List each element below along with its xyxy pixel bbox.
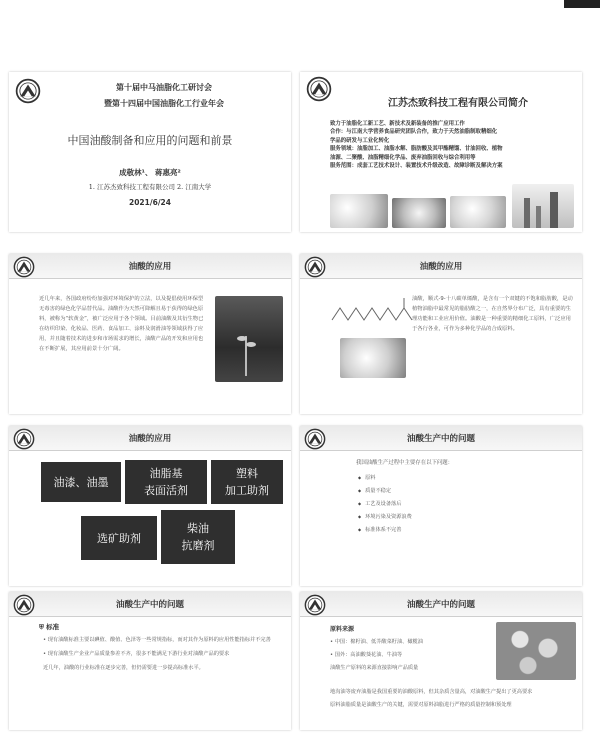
standard-para: 近几年，油酸的行业标准在逐步完善，但仍需要进一步提高标准水平。	[43, 665, 204, 671]
application-box-mineral-flotation: 选矿助剂	[81, 516, 157, 560]
application-box-diesel-antiwear: 柴油 抗磨剂	[161, 510, 235, 564]
slide-production-problems-1[interactable]	[300, 426, 582, 586]
intro-line: 学品的研发与工业化转化	[330, 137, 390, 144]
date: 2021/6/24	[128, 198, 171, 207]
intro-line: 合作：与江南大学营养食品研究团队合作，致力于天然油脂制取精细化	[330, 129, 498, 136]
standard-bullet: • 现有油酸标准主要以碘值、酸值、色泽等一些常规指标，而对其作为原料的应用性能指标并不完善	[43, 637, 271, 643]
problems-intro: 我国油酸生产过程中主要存在以下问题：	[356, 460, 454, 466]
slide-header-title: 油酸生产中的问题	[115, 600, 184, 610]
slide-title-text: 中国油酸制备和应用的问题和前景	[67, 134, 233, 147]
forest-sprout-photo	[215, 296, 283, 382]
slide-oleic-application-2[interactable]	[300, 254, 582, 414]
source-para: 原料油脂质量是油酸生产的关键，需要对原料油脂进行严格的质量控制和预处理	[330, 702, 512, 708]
section-heading: 原料来源	[330, 626, 355, 633]
affiliations: 1. 江苏杰致科技工程有限公司 2. 江南大学	[88, 183, 212, 191]
application-box-plastic-additive: 塑料 加工助剂	[211, 460, 283, 504]
application-box-paint-ink: 油漆、油墨	[41, 462, 121, 502]
slide-header	[9, 254, 291, 279]
intro-line: 油源、二聚酸、油脂精细化学品、废弃油脂回收与综合利用等	[330, 154, 476, 161]
coconut-oil-photo	[340, 338, 406, 378]
authors: 成敬林¹、 蒋惠亮²	[119, 168, 181, 177]
source-para: 油酸生产原料的来源直接影响产品质量	[330, 665, 419, 671]
slide-header-title: 油酸的应用	[128, 434, 172, 444]
university-logo-icon	[306, 76, 332, 102]
product-photo-cream	[450, 196, 506, 228]
intro-line: 致力于油脂化工新工艺、新技术及新装备的推广应用工作	[330, 121, 465, 127]
slide-production-problems-raw-material[interactable]	[300, 592, 582, 730]
slide-header	[300, 254, 582, 279]
seeds-photo	[496, 622, 576, 680]
intro-line: 服务领域：油脂加工、油脂水解、脂肪酸及其甲酯精馏、甘油回收、植物	[330, 146, 503, 153]
corner-mark	[564, 0, 600, 8]
conference-line-1: 第十届中马油脂化工研讨会	[116, 83, 212, 92]
slide-header	[9, 426, 291, 451]
slide-company-intro[interactable]	[300, 72, 582, 232]
shield-icon: ⛨	[39, 623, 44, 631]
section-heading: 标准	[46, 623, 60, 631]
molecule-structure-icon	[330, 294, 416, 328]
standard-bullet: • 现有油酸生产企业产品质量参差不齐，很多不能满足下游行业对油酸产品的要求	[43, 651, 230, 657]
slide-header-title: 油酸生产中的问题	[406, 600, 475, 610]
source-bullet: • 中国：棉籽油、低芥酸菜籽油、橄榄油	[330, 639, 423, 645]
problem-item: ◆ 原料	[358, 474, 558, 481]
slide-header	[300, 426, 582, 451]
oleic-description: 油酸，顺式-9-十八碳单烯酸，是含有一个双键的不饱和脂肪酸，是动植物油脂中最常见的脂肪酸之一，在自然界分布广泛，具有重要的生理功能和工业应用价值。油酸是一种重要的精细化工原料，广泛应用于各行各业，可作为多种化学品的合成原料。	[412, 296, 573, 332]
slide-header-title: 油酸的应用	[128, 262, 172, 272]
problem-item: ◆ 工艺及设备落后	[358, 500, 558, 507]
slide-header	[9, 592, 291, 617]
source-bullet: • 国外：高油酸葵花油、牛油等	[330, 652, 403, 658]
intro-line: 服务范围：成套工艺技术设计、装置技术升级改造、故障诊断及解决方案	[330, 163, 503, 170]
slide-oleic-application-1[interactable]	[9, 254, 291, 414]
source-para: 地沟油等废弃油脂是我国重要的油酸原料，但其杂质含量高，对油酸生产提出了更高要求	[330, 689, 533, 695]
company-title: 江苏杰致科技工程有限公司简介	[388, 98, 528, 109]
application-paragraph: 近几年来，各国政府纷纷加强对环境保护的立法，以及提倡使用环保型无毒害的绿色化学品替代品。油酸作为天然可降解且易于获得的绿色原料，被称为“软黄金”，被广泛应用于各个领域。目前油酸及其衍生物已在纺织印染、化妆品、医药、食品加工、涂料及润滑油等领域获得了应用，并且随着技术的进步和市场需求的增长，油酸产品的开发和应用也在不断扩展，其应用前景十分广阔。	[39, 296, 204, 352]
slide-oleic-application-3[interactable]	[9, 426, 291, 586]
slide-header	[300, 592, 582, 617]
conference-line-2: 暨第十四届中国油脂化工行业年会	[104, 99, 224, 108]
slide-header-title: 油酸生产中的问题	[406, 434, 475, 444]
slide-production-problems-standard[interactable]	[9, 592, 291, 730]
product-photo-coconut	[392, 198, 446, 228]
problem-item: ◆ 标准体系不完善	[358, 526, 558, 533]
problem-item: ◆ 环境污染及资源浪费	[358, 513, 558, 520]
university-logo-icon	[15, 78, 41, 104]
slide-header-title: 油酸的应用	[419, 262, 463, 272]
application-box-surfactant: 油脂基 表面活剂	[125, 460, 207, 504]
product-photo-plant	[512, 184, 574, 228]
slide-title[interactable]	[9, 72, 291, 232]
product-photo-oil	[330, 194, 388, 228]
problem-item: ◆ 质量不稳定	[358, 487, 558, 494]
